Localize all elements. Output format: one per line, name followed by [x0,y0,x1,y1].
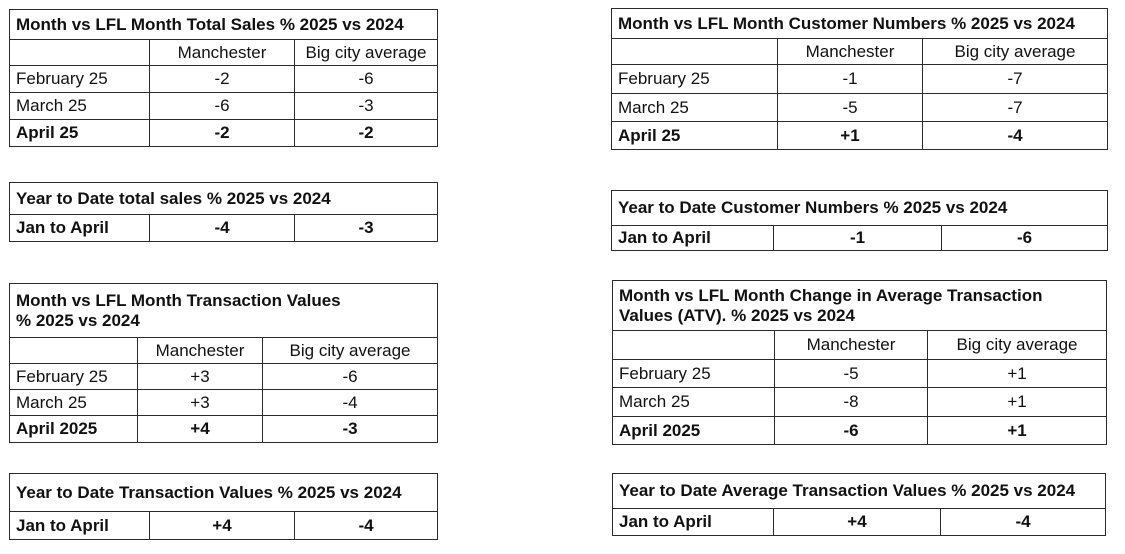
row-label: Jan to April [10,215,150,242]
manchester-value: -8 [775,388,928,417]
big-city-value: -3 [295,93,438,120]
manchester-value: +4 [138,416,263,443]
ytd-customer-numbers-title: Year to Date Customer Numbers % 2025 vs 2024 [612,191,1108,226]
manchester-value: -5 [778,94,923,122]
ytd-atv-title: Year to Date Average Transaction Values % 2025 vs 2024 [613,474,1106,509]
row-label: Jan to April [613,509,774,536]
big-city-value: -7 [923,65,1108,94]
row-label: March 25 [10,390,138,416]
big-city-value: -4 [941,509,1106,536]
transaction-values-title: Month vs LFL Month Transaction Values % 2025 vs 2024 [10,284,438,338]
row-label: April 25 [10,120,150,147]
big-city-value: +1 [928,360,1107,388]
column-header-big-city: Big city average [928,331,1107,360]
row-label: March 25 [612,94,778,122]
manchester-value: +3 [138,390,263,416]
big-city-value: -3 [263,416,438,443]
big-city-value: -6 [942,226,1108,251]
ytd-total-sales-title: Year to Date total sales % 2025 vs 2024 [10,183,438,215]
header-blank [10,40,150,66]
big-city-value: -6 [295,66,438,93]
column-header-big-city: Big city average [923,39,1108,65]
ytd-transaction-values-title: Year to Date Transaction Values % 2025 vs 2024 [10,474,438,512]
manchester-value: -5 [775,360,928,388]
manchester-value: -1 [774,226,942,251]
row-label: April 2025 [613,417,775,445]
ytd-customer-numbers-table [611,190,1108,251]
manchester-value: -1 [778,65,923,94]
column-header-manchester: Manchester [138,338,263,364]
row-label: Jan to April [10,512,150,540]
manchester-value: -2 [150,66,295,93]
ytd-transaction-values-table [9,473,438,540]
manchester-value: +4 [150,512,295,540]
manchester-value: -6 [150,93,295,120]
row-label: February 25 [612,65,778,94]
atv-table [612,280,1107,445]
row-label: March 25 [613,388,775,417]
header-blank [10,338,138,364]
big-city-value: +1 [928,417,1107,445]
big-city-value: -4 [263,390,438,416]
ytd-total-sales-table [9,182,438,242]
manchester-value: -2 [150,120,295,147]
header-blank [612,39,778,65]
manchester-value: +4 [774,509,941,536]
manchester-value: +3 [138,364,263,390]
big-city-value: -6 [263,364,438,390]
manchester-value: -4 [150,215,295,242]
manchester-value: +1 [778,122,923,150]
big-city-value: +1 [928,388,1107,417]
column-header-manchester: Manchester [150,40,295,66]
customer-numbers-title: Month vs LFL Month Customer Numbers % 2025 vs 2024 [612,9,1108,39]
column-header-manchester: Manchester [775,331,928,360]
row-label: April 2025 [10,416,138,443]
row-label: February 25 [10,364,138,390]
row-label: February 25 [613,360,775,388]
big-city-value: -2 [295,120,438,147]
column-header-big-city: Big city average [295,40,438,66]
customer-numbers-table [611,8,1108,150]
header-blank [613,331,775,360]
ytd-atv-table [612,473,1106,536]
manchester-value: -6 [775,417,928,445]
big-city-value: -3 [295,215,438,242]
big-city-value: -4 [923,122,1108,150]
row-label: Jan to April [612,226,774,251]
transaction-values-table [9,283,438,443]
atv-title: Month vs LFL Month Change in Average Transaction Values (ATV). % 2025 vs 2024 [613,281,1107,331]
total-sales-title: Month vs LFL Month Total Sales % 2025 vs 2024 [10,10,438,40]
big-city-value: -7 [923,94,1108,122]
row-label: April 25 [612,122,778,150]
total-sales-table [9,9,438,147]
row-label: February 25 [10,66,150,93]
big-city-value: -4 [295,512,438,540]
row-label: March 25 [10,93,150,120]
column-header-big-city: Big city average [263,338,438,364]
column-header-manchester: Manchester [778,39,923,65]
